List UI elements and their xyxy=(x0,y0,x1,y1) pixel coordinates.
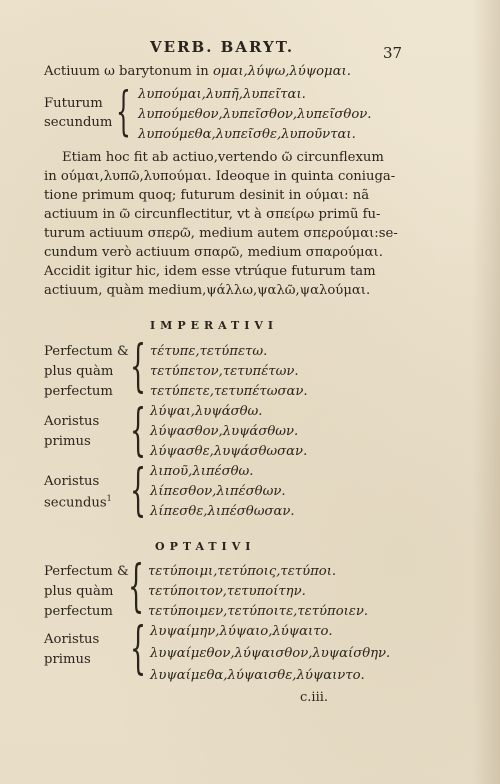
brace: { xyxy=(130,616,147,681)
imp-g1-form-3: τετύπετε,τετυπέτωσαν. xyxy=(150,384,308,399)
imp-g1-form-1: τέτυπε,τετύπετω. xyxy=(150,344,268,359)
top-line-latin: Actiuum ω barytonum in xyxy=(44,64,209,79)
imp-g1-label-3: perfectum xyxy=(44,384,113,399)
paragraph-line-8: actiuum, quàm medium,ψάλλω,ψαλῶ,ψαλούμαι. xyxy=(44,283,371,298)
fut-sec-form-3: λυπούμεθα,λυπεῖσθε,λυποῦνται. xyxy=(138,127,356,142)
paragraph-line-7: Accidit igitur hic, idem esse vtrúque futurum tam xyxy=(44,264,376,279)
section-title-imperativi: IMPERATIVI xyxy=(150,319,279,332)
imp-g3-label-2-text: secundus xyxy=(44,495,107,511)
paragraph-line-5: turum actiuum σπερῶ, medium autem σπερούμαι:se- xyxy=(44,226,398,241)
imp-g2-form-1: λύψαι,λυψάσθω. xyxy=(150,404,263,419)
fut-sec-label-1: Futurum xyxy=(44,96,103,111)
opt-g2-form-2: λυψαίμεθον,λύψαισθον,λυψαίσθην. xyxy=(150,646,391,661)
brace: { xyxy=(128,554,145,619)
imp-g1-form-2: τετύπετον,τετυπέτων. xyxy=(150,364,299,379)
opt-g2-label-1: Aoristus xyxy=(44,632,100,647)
top-line-greek: ομαι,λύψω,λύψομαι. xyxy=(212,64,351,79)
signature-mark: c.iii. xyxy=(300,690,329,705)
imp-g2-form-3: λύψασθε,λυψάσθωσαν. xyxy=(150,444,308,459)
top-line xyxy=(44,64,351,79)
imp-g3-form-3: λίπεσθε,λιπέσθωσαν. xyxy=(150,504,295,519)
paragraph-line-2: in ούμαι,λυπῶ,λυπούμαι. Ideoque in quinta coniuga- xyxy=(44,169,396,184)
opt-g1-label-3: perfectum xyxy=(44,604,113,619)
imp-g1-label-2: plus quàm xyxy=(44,364,114,379)
paragraph-line-6: cundum verò actiuum σπαρῶ, medium σπαρούμαι. xyxy=(44,245,383,260)
imp-g2-label-2: primus xyxy=(44,434,91,449)
running-title: VERB. BARYT. xyxy=(150,38,295,56)
fut-sec-form-2: λυπούμεθον,λυπεῖσθον,λυπεῖσθον. xyxy=(138,107,372,122)
imp-g3-label-1: Aoristus xyxy=(44,474,100,489)
imp-g3-form-2: λίπεσθον,λιπέσθων. xyxy=(150,484,286,499)
opt-g1-form-1: τετύποιμι,τετύποις,τετύποι. xyxy=(148,564,337,579)
imp-g1-label-1: Perfectum & xyxy=(44,344,129,359)
imp-g2-form-2: λύψασθον,λυψάσθων. xyxy=(150,424,299,439)
opt-g1-form-3: τετύποιμεν,τετύποιτε,τετύποιεν. xyxy=(148,604,369,619)
fut-sec-form-1: λυπούμαι,λυπῆ,λυπεῖται. xyxy=(138,87,306,102)
opt-g1-label-2: plus quàm xyxy=(44,584,114,599)
opt-g2-form-1: λυψαίμην,λύψαιο,λύψαιτο. xyxy=(150,624,333,639)
paragraph-line-3: tione primum quoq; futurum desinit in ούμαι: nã xyxy=(44,188,370,203)
opt-g2-label-2: primus xyxy=(44,652,91,667)
section-title-optativi: OPTATIVI xyxy=(155,540,256,553)
opt-g2-form-3: λυψαίμεθα,λύψαισθε,λύψαιντο. xyxy=(150,668,365,683)
page-edge-shadow xyxy=(472,0,500,784)
brace: { xyxy=(130,334,147,399)
fut-sec-label-2: secundum xyxy=(44,115,113,130)
paragraph-line-1: Etiam hoc fit ab actiuo,vertendo ῶ circunflexum xyxy=(62,150,384,165)
brace: { xyxy=(130,398,147,463)
imp-g2-label-1: Aoristus xyxy=(44,414,100,429)
brace: { xyxy=(116,82,131,142)
opt-g1-label-1: Perfectum & xyxy=(44,564,129,579)
imp-g3-label-2: secundus$^1$ xyxy=(44,494,112,511)
paragraph-line-4: actiuum in ῶ circunflectitur, vt à σπείρω primũ fu- xyxy=(44,207,381,222)
imp-g3-form-1: λιποῦ,λιπέσθω. xyxy=(150,464,254,479)
brace: { xyxy=(130,458,147,523)
page-number: 37 xyxy=(383,44,403,62)
opt-g1-form-2: τετύποιτον,τετυποίτην. xyxy=(148,584,306,599)
